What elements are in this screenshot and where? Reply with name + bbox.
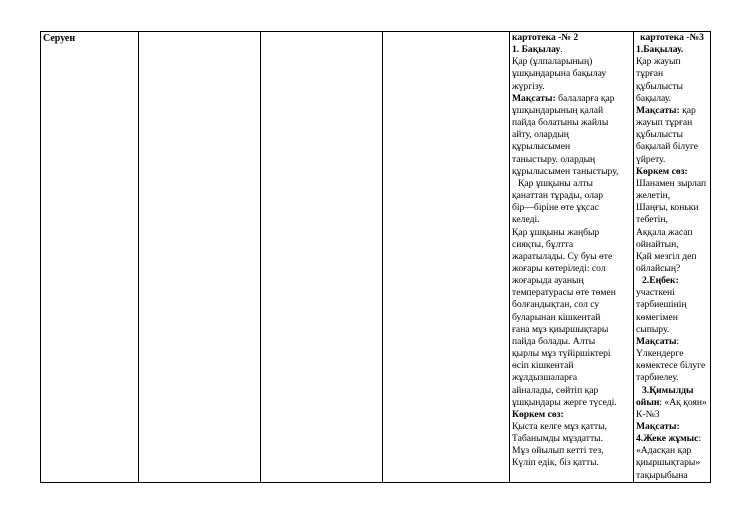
card-2-goal-line: құрылысымен таныстыру,: [512, 165, 619, 177]
card-3-poem-line: ойлайсың?: [636, 262, 681, 274]
card-3-game-line: : «Ақ қоян»: [659, 396, 707, 408]
card-3-poem-line: тебетін,: [636, 214, 668, 226]
card-2-body-line: температурасы өте төмен: [512, 287, 616, 299]
card-3-game-line: К-№3: [636, 408, 660, 420]
card-2-poem-label: Көркем сөз:: [512, 408, 564, 420]
card-2-title: картотека -№ 2: [512, 32, 579, 43]
card-3-goal-label: Мақсаты:: [636, 104, 680, 116]
card-3-poem-line: ойнайтын,: [636, 238, 679, 250]
card-3-poem-line: желетін,: [636, 190, 671, 202]
card-2-goal-line: таныстыру. олардың: [512, 153, 596, 165]
card-2-obs-line: Қар (ұлпаларының): [512, 56, 593, 68]
card-3-work-line: сыпыру.: [636, 323, 670, 335]
card-3-goal-line: бақылай білуге: [636, 141, 699, 153]
card-3-game-heading: 3.Қимылды: [642, 384, 694, 396]
card-3-indiv-line: тақырыбына: [636, 469, 688, 481]
card-2-body-line: ұшқындары жерге түседі.: [512, 396, 617, 408]
card-3-obs-line: құбылысты: [636, 80, 683, 92]
card-2-body-line: жаратылады. Су буы өте: [512, 250, 613, 262]
card-2-goal-line: балаларға қар: [555, 92, 615, 104]
card-2-obs-line: ұшқындарына бақылау: [512, 68, 607, 80]
card-2-obs-heading: 1. Бақылау: [512, 44, 561, 56]
card-2-body-line: бір—біріне өте ұқсас: [512, 202, 599, 214]
card-2-poem-line: Табанымды мұздатты.: [512, 433, 603, 445]
card-3-goal-line: үйрету.: [636, 153, 666, 165]
card-2-body-line: Қар ұшқыны алты: [518, 177, 593, 189]
card-3-goal-line: жауып тұрған: [636, 117, 693, 129]
card-2-poem-line: Қыста келге мұз қатты,: [512, 421, 607, 432]
card-2-cell: [510, 32, 634, 483]
card-3-work-goal-label: Мақсаты: [636, 335, 677, 347]
card-3-poem-label: Көркем сөз:: [636, 165, 688, 177]
card-3-indiv-line: қиыршықтары»: [636, 457, 701, 469]
card-3-game-label: ойын: [636, 396, 660, 408]
card-3-work-goal-line: тәрбиелеу.: [636, 372, 679, 384]
card-2-body-line: жұлдызшаларға: [512, 372, 578, 384]
card-3-work-heading: 2.Еңбек:: [642, 275, 679, 287]
card-2-body-line: жоғарыда ауаның: [512, 275, 584, 287]
card-2-poem-line: Мұз ойылып кетті тез,: [512, 445, 604, 457]
card-2-body-line: болғандықтан, сол су: [512, 299, 600, 311]
table-row: [41, 32, 711, 483]
card-2-goal-line: құрылысымен: [512, 141, 571, 153]
empty-cell-3: [383, 32, 510, 483]
empty-cell-1: [139, 32, 261, 483]
card-3-poem-line: Қай мезгіл деп: [636, 250, 697, 262]
card-3-work-line: тәрбиешінің: [636, 299, 687, 311]
card-3-work-goal-line: Үлкендерге: [636, 348, 684, 360]
card-2-content: картотека -№ 2 1. Бақылау. Қар (ұлпаларының) ұшқындарына бақылау жүргізу. Мақсаты: балаларға қар ұшқындарының қалай пайда болатыны жайлы айту, олардың құрылысымен таныстыру. олардың құрылысымен таныстыру, Қар ұшқыны алты қанаттан тұрады, олар бір—біріне өте ұқсас келеді. Қар ұшқыны жаңбыр сияқты, бұлтта жаратылады. Су буы өте жоғары көтеріледі: сол жоғарыда ауаның температурасы өте төмен болғандықтан, сол су буларынан кішкентай ғана мұз қиыршықтары пайда болады. Алты қырлы мұз түйіршіктері өсіп кішкентай жұлдызшаларға айналады, сөйтіп қар ұшқындары жерге түседі. Көркем сөз: Қыста келге мұз қатты, Табанымды мұздатты. Мұз ойылып кетті тез, Күліп едік, біз қатты.: [512, 32, 631, 470]
card-2-body-line: Қар ұшқыны жаңбыр: [512, 226, 600, 238]
card-2-goal-line: айту, олардың: [512, 129, 569, 141]
card-3-indiv-heading: 4.Жеке жұмыс: [636, 433, 699, 445]
row-label: Серуен: [43, 33, 76, 44]
card-2-body-line: өсіп кішкентай: [512, 360, 574, 372]
empty-cell-2: [261, 32, 383, 483]
card-3-obs-line: Қар жауып тұрған: [636, 56, 681, 80]
card-3-title: картотека -№3: [640, 32, 704, 43]
card-3-content: [636, 32, 708, 482]
card-3-work-goal-line: көмектесе білуге: [636, 360, 706, 372]
card-2-poem-line: Күліп едік, біз қатты.: [512, 457, 599, 469]
card-3-goal-line: құбылысты: [636, 129, 683, 141]
card-2-body-line: қанаттан тұрады, олар: [512, 190, 604, 202]
card-2-body-line: жоғары көтеріледі: сол: [512, 262, 606, 274]
card-2-body-line: келеді.: [512, 214, 540, 226]
card-3-obs-heading: 1.Бақылау.: [636, 44, 684, 56]
card-3-indiv-line: «Адасқан қар: [636, 445, 692, 457]
card-3-work-line: көмегімен: [636, 311, 678, 323]
schedule-table: [40, 31, 711, 483]
card-2-goal-label: Мақсаты:: [512, 92, 556, 104]
card-3-indiv-line: :: [698, 433, 702, 445]
card-3-poem-line: Аққала жасап: [636, 226, 693, 238]
card-2-body-line: айналады, сөйтіп қар: [512, 384, 599, 396]
card-2-goal-line: пайда болатыны жайлы: [512, 117, 609, 129]
card-2-body-line: ғана мұз қиыршықтары: [512, 323, 609, 335]
card-2-body-line: қырлы мұз түйіршіктері: [512, 348, 611, 360]
card-2-body-line: сияқты, бұлтта: [512, 238, 574, 250]
card-2-obs-line: жүргізу.: [512, 80, 545, 92]
card-3-obs-line: бақылау.: [636, 92, 672, 104]
card-2-goal-line: ұшқындарының қалай: [512, 104, 604, 116]
card-2-body-line: буларынан кішкентай: [512, 311, 601, 323]
card-3-work-line: участкені: [636, 287, 675, 299]
card-2-body-line: пайда болады. Алты: [512, 335, 596, 347]
card-3-goal-line: қар: [679, 104, 696, 116]
card-3-poem-line: Шаңғы, коньки: [636, 202, 699, 214]
card-3-work-goal-line: :: [676, 335, 680, 347]
card-3-cell: [634, 32, 711, 483]
card-3-poem-line: Шанамен зырлап: [636, 177, 707, 189]
card-3-game-goal-label: Мақсаты:: [636, 421, 680, 432]
row-label-cell: [41, 32, 139, 483]
